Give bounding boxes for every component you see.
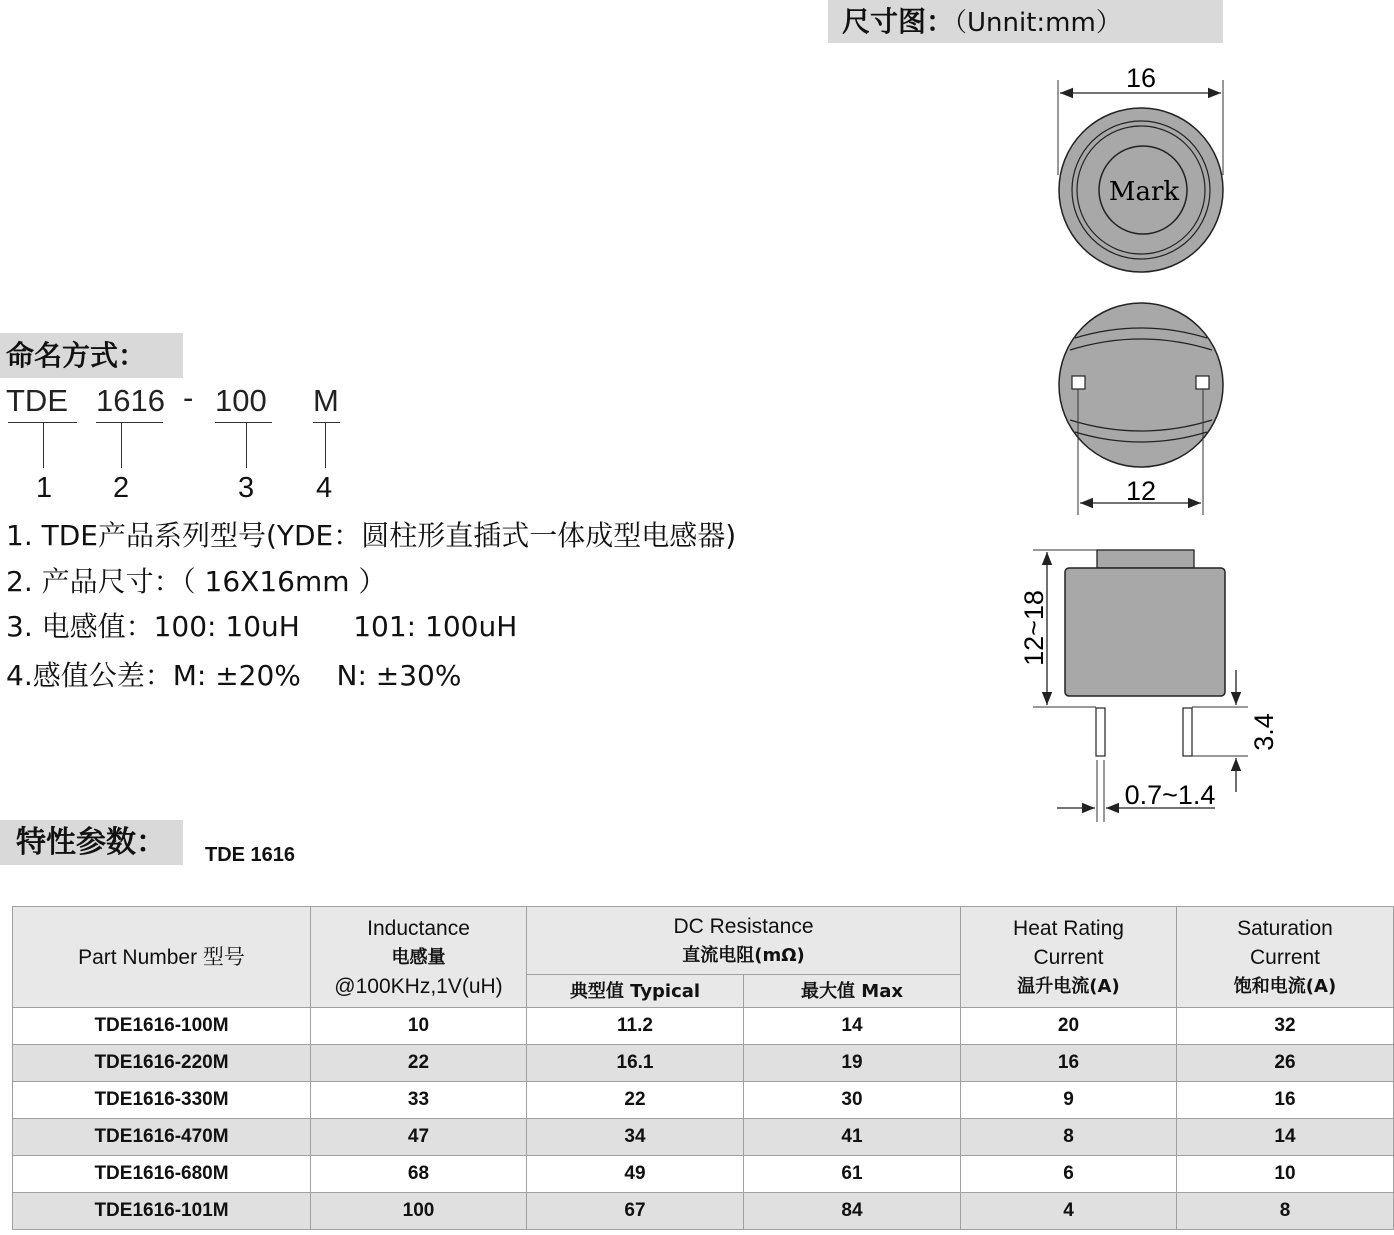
code-leader-4 xyxy=(325,423,326,468)
cell-part-number: TDE1616-220M xyxy=(13,1045,311,1082)
code-part-size: 1616 xyxy=(96,383,165,418)
table-row xyxy=(13,1193,1394,1230)
cell-dcr-typical: 67 xyxy=(527,1193,744,1230)
code-leader-1 xyxy=(43,423,44,468)
header-dcr-max-text: 最大值 Max xyxy=(801,981,903,1002)
code-leader-3 xyxy=(246,423,247,468)
cell-dcr-max: 30 xyxy=(744,1082,961,1119)
header-part-number: Part Number 型号 xyxy=(13,907,311,1008)
header-sat-en2: Current xyxy=(1249,945,1321,969)
pin-hole-right xyxy=(1196,376,1209,389)
code-underline-3 xyxy=(215,422,272,423)
cell-dcr-typical: 11.2 xyxy=(527,1008,744,1045)
code-separator: - xyxy=(183,380,194,415)
header-sat-en1: Saturation xyxy=(1237,916,1333,940)
header-dc-resistance xyxy=(527,907,961,975)
unit-label: （Unnit:mm） xyxy=(954,8,1122,38)
header-inductance-en: Inductance xyxy=(367,916,470,940)
cell-inductance: 22 xyxy=(311,1045,527,1082)
header-dcr-en: DC Resistance xyxy=(673,914,814,938)
cell-dcr-typical: 34 xyxy=(527,1119,744,1156)
cell-dcr-max: 14 xyxy=(744,1008,961,1045)
cell-saturation-current: 10 xyxy=(1177,1156,1394,1193)
code-part-tolerance: M xyxy=(313,383,339,418)
mark-label: Mark xyxy=(1108,177,1180,207)
header-heat-en1: Heat Rating xyxy=(1013,916,1124,940)
code-number-4: 4 xyxy=(316,472,333,504)
cell-heat-current: 8 xyxy=(961,1119,1177,1156)
pin-spacing-label: 12 xyxy=(1125,476,1157,506)
code-number-1: 1 xyxy=(36,472,53,504)
cell-dcr-max: 84 xyxy=(744,1193,961,1230)
header-dcr-max xyxy=(744,975,961,1008)
cell-saturation-current: 14 xyxy=(1177,1119,1394,1156)
specs-title: 特性参数： xyxy=(0,820,183,865)
header-inductance-cn: 电感量 xyxy=(391,946,446,968)
header-heat-cn: 温升电流(A) xyxy=(1017,975,1120,997)
naming-desc-2: 2. 产品尺寸：（ 16X16mm ） xyxy=(6,565,387,598)
cell-dcr-max: 41 xyxy=(744,1119,961,1156)
code-part-series: TDE xyxy=(6,383,68,418)
naming-desc-1: 1. TDE产品系列型号(YDE：圆柱形直插式一体成型电感器) xyxy=(6,519,737,552)
header-inductance-cond: @100KHz,1V(uH) xyxy=(334,974,503,998)
side-body xyxy=(1065,568,1225,696)
cell-inductance: 10 xyxy=(311,1008,527,1045)
pin-hole-left xyxy=(1072,376,1085,389)
cell-dcr-typical: 16.1 xyxy=(527,1045,744,1082)
code-underline-4 xyxy=(313,422,340,423)
side-view xyxy=(1019,550,1279,822)
cell-inductance: 47 xyxy=(311,1119,527,1156)
code-number-3: 3 xyxy=(238,472,255,504)
cell-inductance: 100 xyxy=(311,1193,527,1230)
header-heat-en2: Current xyxy=(1033,945,1104,969)
header-dcr-typical xyxy=(527,975,744,1008)
code-part-inductance: 100 xyxy=(215,383,267,418)
lead-diameter-label: 0.7~1.4 xyxy=(1124,780,1216,810)
cell-heat-current: 6 xyxy=(961,1156,1177,1193)
table-row xyxy=(13,1008,1394,1045)
cell-part-number: TDE1616-330M xyxy=(13,1082,311,1119)
series-label: TDE 1616 xyxy=(205,844,296,866)
cell-dcr-typical: 22 xyxy=(527,1082,744,1119)
cell-heat-current: 20 xyxy=(961,1008,1177,1045)
header-saturation-current xyxy=(1177,907,1394,1008)
lead-left xyxy=(1096,708,1105,756)
header-dcr-cn: 直流电阻(mΩ) xyxy=(682,944,805,966)
naming-desc-3: 3. 电感值：100: 10uH 101: 100uH xyxy=(6,610,518,643)
code-leader-2 xyxy=(121,423,122,468)
header-dcr-typical-text: 典型值 Typical xyxy=(569,981,701,1002)
cell-part-number: TDE1616-101M xyxy=(13,1193,311,1230)
cell-saturation-current: 32 xyxy=(1177,1008,1394,1045)
bottom-view xyxy=(1059,303,1223,515)
cell-saturation-current: 16 xyxy=(1177,1082,1394,1119)
side-cap xyxy=(1097,550,1194,568)
cell-part-number: TDE1616-470M xyxy=(13,1119,311,1156)
cell-inductance: 68 xyxy=(311,1156,527,1193)
table-row xyxy=(13,1045,1394,1082)
lead-right xyxy=(1183,708,1192,756)
header-sat-cn: 饱和电流(A) xyxy=(1233,975,1337,997)
header-heat-current xyxy=(961,907,1177,1008)
lead-length-label: 3.4 xyxy=(1249,713,1279,751)
cell-part-number: TDE1616-100M xyxy=(13,1008,311,1045)
cell-heat-current: 4 xyxy=(961,1193,1177,1230)
naming-title: 命名方式： xyxy=(0,333,183,378)
dimension-drawing-title xyxy=(828,0,1223,43)
table-row xyxy=(13,1082,1394,1119)
top-view xyxy=(1058,63,1223,272)
top-width-label: 16 xyxy=(1125,63,1157,93)
cell-dcr-max: 61 xyxy=(744,1156,961,1193)
cell-inductance: 33 xyxy=(311,1082,527,1119)
spec-table xyxy=(12,906,1394,1230)
height-label: 12~18 xyxy=(1019,590,1049,666)
code-underline-2 xyxy=(96,422,163,423)
code-number-2: 2 xyxy=(113,472,130,504)
table-row xyxy=(13,1119,1394,1156)
header-inductance xyxy=(311,907,527,1008)
dimension-drawing xyxy=(1019,55,1290,830)
cell-saturation-current: 8 xyxy=(1177,1193,1394,1230)
dimension-title-text: 尺寸图： xyxy=(842,5,955,38)
cell-dcr-typical: 49 xyxy=(527,1156,744,1193)
cell-heat-current: 9 xyxy=(961,1082,1177,1119)
cell-saturation-current: 26 xyxy=(1177,1045,1394,1082)
cell-heat-current: 16 xyxy=(961,1045,1177,1082)
table-row xyxy=(13,1156,1394,1193)
cell-dcr-max: 19 xyxy=(744,1045,961,1082)
naming-desc-4: 4.感值公差：M: ±20% N: ±30% xyxy=(6,659,462,692)
cell-part-number: TDE1616-680M xyxy=(13,1156,311,1193)
